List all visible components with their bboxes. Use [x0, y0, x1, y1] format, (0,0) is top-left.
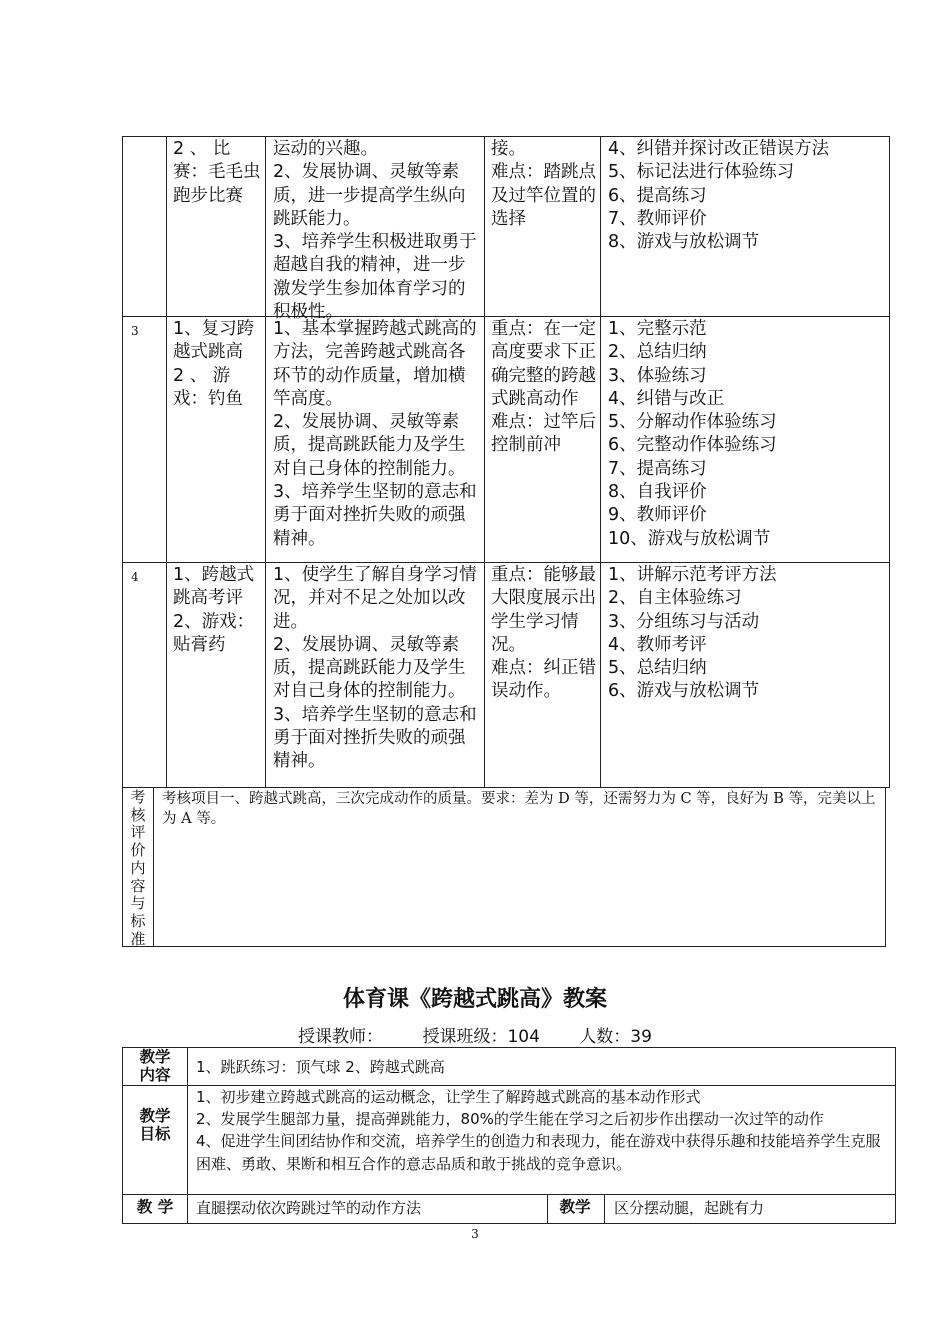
assessment-label: 考核评价内容与标准 [130, 788, 146, 948]
row2-keypoints: 重点：在一定高度要求下正确完整的跨越式跳高动作 难点：过竿后控制前冲 [491, 319, 596, 456]
goal-item-3: 4、促进学生间团结协作和交流，培养学生的创造力和表现力，能在游戏中获得乐趣和技能培养学生克服困难、勇敢、果断和相互合作的意志品质和敢于挑战的竞争意识。 [196, 1132, 881, 1173]
row2-goals: 1、基本掌握跨越式跳高的方法，完善跨越式跳高各环节的动作质量，增加横竿高度。 2、发展协调、灵敏等素质，提高跳跃能力及学生对自己身体的控制能力。 3、培养学生坚韧的意志和勇于面对挫折失败的顽强精神。 [273, 319, 477, 549]
content-label: 教学内容 [139, 1048, 171, 1084]
row3-content: 1、跨越式跳高考评 2、游戏：贴膏药 [173, 565, 255, 655]
row3-number: 4 [131, 570, 139, 584]
lesson-meta [0, 1022, 950, 1047]
bottom-label-left: 教 学 [136, 1198, 174, 1216]
goal-item-2: 2、发展学生腿部力量，提高弹跳能力，80%的学生能在学习之后初步作出摆动一次过竿的动作 [196, 1110, 824, 1128]
page-title: 体育课《跨越式跳高》教案 [342, 987, 607, 1012]
row2-steps: 1、完整示范 2、总结归纳 3、体验练习 4、纠错与改正 5、分解动作体验练习 6、完整动作体验练习 7、提高练习 8、自我评价 9、教师评价 10、游戏与放松调节 [608, 319, 777, 549]
row1-steps: 4、纠错并探讨改正错误方法 5、标记法进行体验练习 6、提高练习 7、教师评价 8、游戏与放松调节 [608, 139, 830, 253]
row1-keypoints: 接。 难点：踏跳点及过竿位置的选择 [491, 139, 596, 229]
bottom-label-right: 教学 [559, 1198, 591, 1216]
assessment-text: 考核项目一、跨越式跳高，三次完成动作的质量。要求：差为 D 等，还需努力为 C 等，良好为 B 等，完美以上为 A 等。 [162, 791, 876, 827]
class-label: 授课班级：104 [422, 1027, 540, 1047]
bottom-text-left: 直腿摆动依次跨跳过竿的动作方法 [196, 1199, 422, 1217]
row1-content: 2 、 比赛：毛毛虫跑步比赛 [173, 139, 261, 206]
row3-keypoints: 重点：能够最大限度展示出学生学习情况。 难点：纠正错误动作。 [491, 565, 596, 702]
row3-goals: 1、使学生了解自身学习情况，并对不足之处加以改进。 2、发展协调、灵敏等素质，提高跳跃能力及学生对自己身体的控制能力。 3、培养学生坚韧的意志和勇于面对挫折失败的顽强精神。 [273, 565, 477, 772]
teacher-label: 授课教师： [298, 1027, 384, 1047]
count-label: 人数：39 [579, 1027, 652, 1047]
page-number: 3 [471, 1227, 479, 1241]
row3-steps: 1、讲解示范考评方法 2、自主体验练习 3、分组练习与活动 4、教师考评 5、总结归纳 6、游戏与放松调节 [608, 565, 777, 702]
goal-item-1: 1、初步建立跨越式跳高的运动概念，让学生了解跨越式跳高的基本动作形式 [196, 1088, 701, 1106]
row2-number: 3 [131, 324, 139, 338]
content-text: 1、跳跃练习：顶气球 2、跨越式跳高 [196, 1058, 445, 1076]
bottom-text-right: 区分摆动腿，起跳有力 [614, 1199, 765, 1217]
row2-content: 1、复习跨越式跳高 2 、 游戏：钓鱼 [173, 319, 255, 409]
goal-list [196, 1086, 890, 1176]
row1-goals: 运动的兴趣。 2、发展协调、灵敏等素质，进一步提高学生纵向跳跃能力。 3、培养学生积极进取勇于超越自我的精神，进一步激发学生参加体育学习的积极性。 [273, 139, 477, 323]
goal-label: 教学目标 [139, 1107, 171, 1143]
